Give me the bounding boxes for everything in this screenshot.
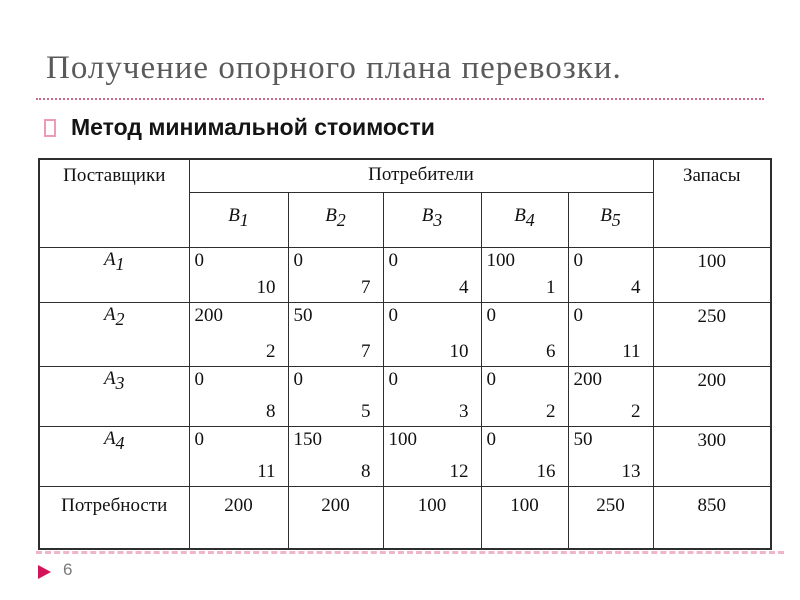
table-row-a4	[39, 426, 771, 486]
column-header-b3: $B_3$	[383, 192, 481, 247]
allocation-value: 100	[388, 428, 417, 450]
cost-value: 3	[459, 400, 469, 422]
cell-a3-b1	[189, 366, 288, 426]
cost-value: 6	[546, 340, 556, 362]
title-divider	[36, 98, 764, 100]
allocation-value: 0	[293, 368, 303, 390]
cell-a4-b5	[568, 426, 653, 486]
cell-a4-b4	[481, 426, 568, 486]
allocation-value: 200	[573, 368, 602, 390]
footer-arrow-icon	[38, 565, 51, 579]
cost-value: 8	[266, 400, 276, 422]
allocation-value: 150	[293, 428, 322, 450]
cell-a1-b2	[288, 247, 383, 302]
allocation-value: 0	[486, 368, 496, 390]
cost-value: 13	[621, 460, 641, 482]
suppliers-header: Поставщики	[39, 159, 189, 247]
allocation-value: 0	[486, 304, 496, 326]
cell-a1-b3	[383, 247, 481, 302]
allocation-value: 200	[194, 304, 223, 326]
footer-divider	[36, 551, 784, 554]
cell-a2-b1	[189, 302, 288, 366]
table-row-a3	[39, 366, 771, 426]
allocation-value: 0	[293, 249, 303, 271]
allocation-value: 0	[573, 249, 583, 271]
cost-value: 8	[361, 460, 371, 482]
bullet-item	[44, 114, 435, 141]
cost-value: 11	[257, 460, 276, 482]
cell-a3-b5	[568, 366, 653, 426]
column-header-b5: $B_5$	[568, 192, 653, 247]
allocation-value: 0	[194, 249, 204, 271]
supply-a4: 300	[653, 426, 771, 486]
cell-a4-b3	[383, 426, 481, 486]
allocation-value: 0	[573, 304, 583, 326]
cost-value: 2	[546, 400, 556, 422]
cost-value: 4	[631, 276, 641, 298]
cost-value: 11	[622, 340, 641, 362]
cell-a4-b2	[288, 426, 383, 486]
demand-row	[39, 486, 771, 549]
cell-a2-b4	[481, 302, 568, 366]
cost-value: 1	[546, 276, 556, 298]
cost-value: 2	[266, 340, 276, 362]
table-row-a1	[39, 247, 771, 302]
row-header-a2: $A_2$	[39, 302, 189, 366]
cost-value: 10	[449, 340, 469, 362]
allocation-value: 100	[486, 249, 515, 271]
bullet-text: Метод минимальной стоимости	[71, 114, 435, 140]
cell-a2-b5	[568, 302, 653, 366]
cost-value: 5	[361, 400, 371, 422]
allocation-value: 50	[573, 428, 593, 450]
cost-value: 12	[449, 460, 469, 482]
demand-total: 850	[653, 486, 771, 549]
cell-a4-b1	[189, 426, 288, 486]
allocation-value: 0	[388, 304, 398, 326]
row-header-a3: $A_3$	[39, 366, 189, 426]
demand-b2: 200	[288, 486, 383, 549]
demand-b1: 200	[189, 486, 288, 549]
allocation-value: 0	[194, 368, 204, 390]
supply-a2: 250	[653, 302, 771, 366]
demand-b4: 100	[481, 486, 568, 549]
demand-b3: 100	[383, 486, 481, 549]
demand-label: Потребности	[39, 486, 189, 549]
supply-a3: 200	[653, 366, 771, 426]
cell-a3-b3	[383, 366, 481, 426]
row-header-a4: $A_4$	[39, 426, 189, 486]
transportation-table	[38, 158, 772, 550]
demand-b5: 250	[568, 486, 653, 549]
cost-value: 16	[536, 460, 556, 482]
slide-title: Получение опорного плана перевозки.	[46, 50, 622, 86]
table-row-a2	[39, 302, 771, 366]
allocation-value: 0	[486, 428, 496, 450]
column-header-b2: $B_2$	[288, 192, 383, 247]
allocation-value: 50	[293, 304, 313, 326]
cost-value: 7	[361, 340, 371, 362]
cell-a1-b1	[189, 247, 288, 302]
supplies-header: Запасы	[653, 159, 771, 247]
supply-a1: 100	[653, 247, 771, 302]
row-header-a1: $A_1$	[39, 247, 189, 302]
cost-value: 10	[256, 276, 276, 298]
cell-a2-b3	[383, 302, 481, 366]
allocation-value: 0	[194, 428, 204, 450]
allocation-value: 0	[388, 368, 398, 390]
cell-a2-b2	[288, 302, 383, 366]
cell-a1-b5	[568, 247, 653, 302]
consumers-header: Потребители	[189, 159, 653, 192]
header-row-1	[39, 159, 771, 192]
cell-a3-b4	[481, 366, 568, 426]
bullet-square-icon	[44, 119, 56, 137]
column-header-b1: $B_1$	[189, 192, 288, 247]
cost-value: 4	[459, 276, 469, 298]
cost-value: 2	[631, 400, 641, 422]
cell-a3-b2	[288, 366, 383, 426]
allocation-value: 0	[388, 249, 398, 271]
column-header-b4: $B_4$	[481, 192, 568, 247]
cell-a1-b4	[481, 247, 568, 302]
page-number: 6	[63, 560, 73, 579]
cost-value: 7	[361, 276, 371, 298]
